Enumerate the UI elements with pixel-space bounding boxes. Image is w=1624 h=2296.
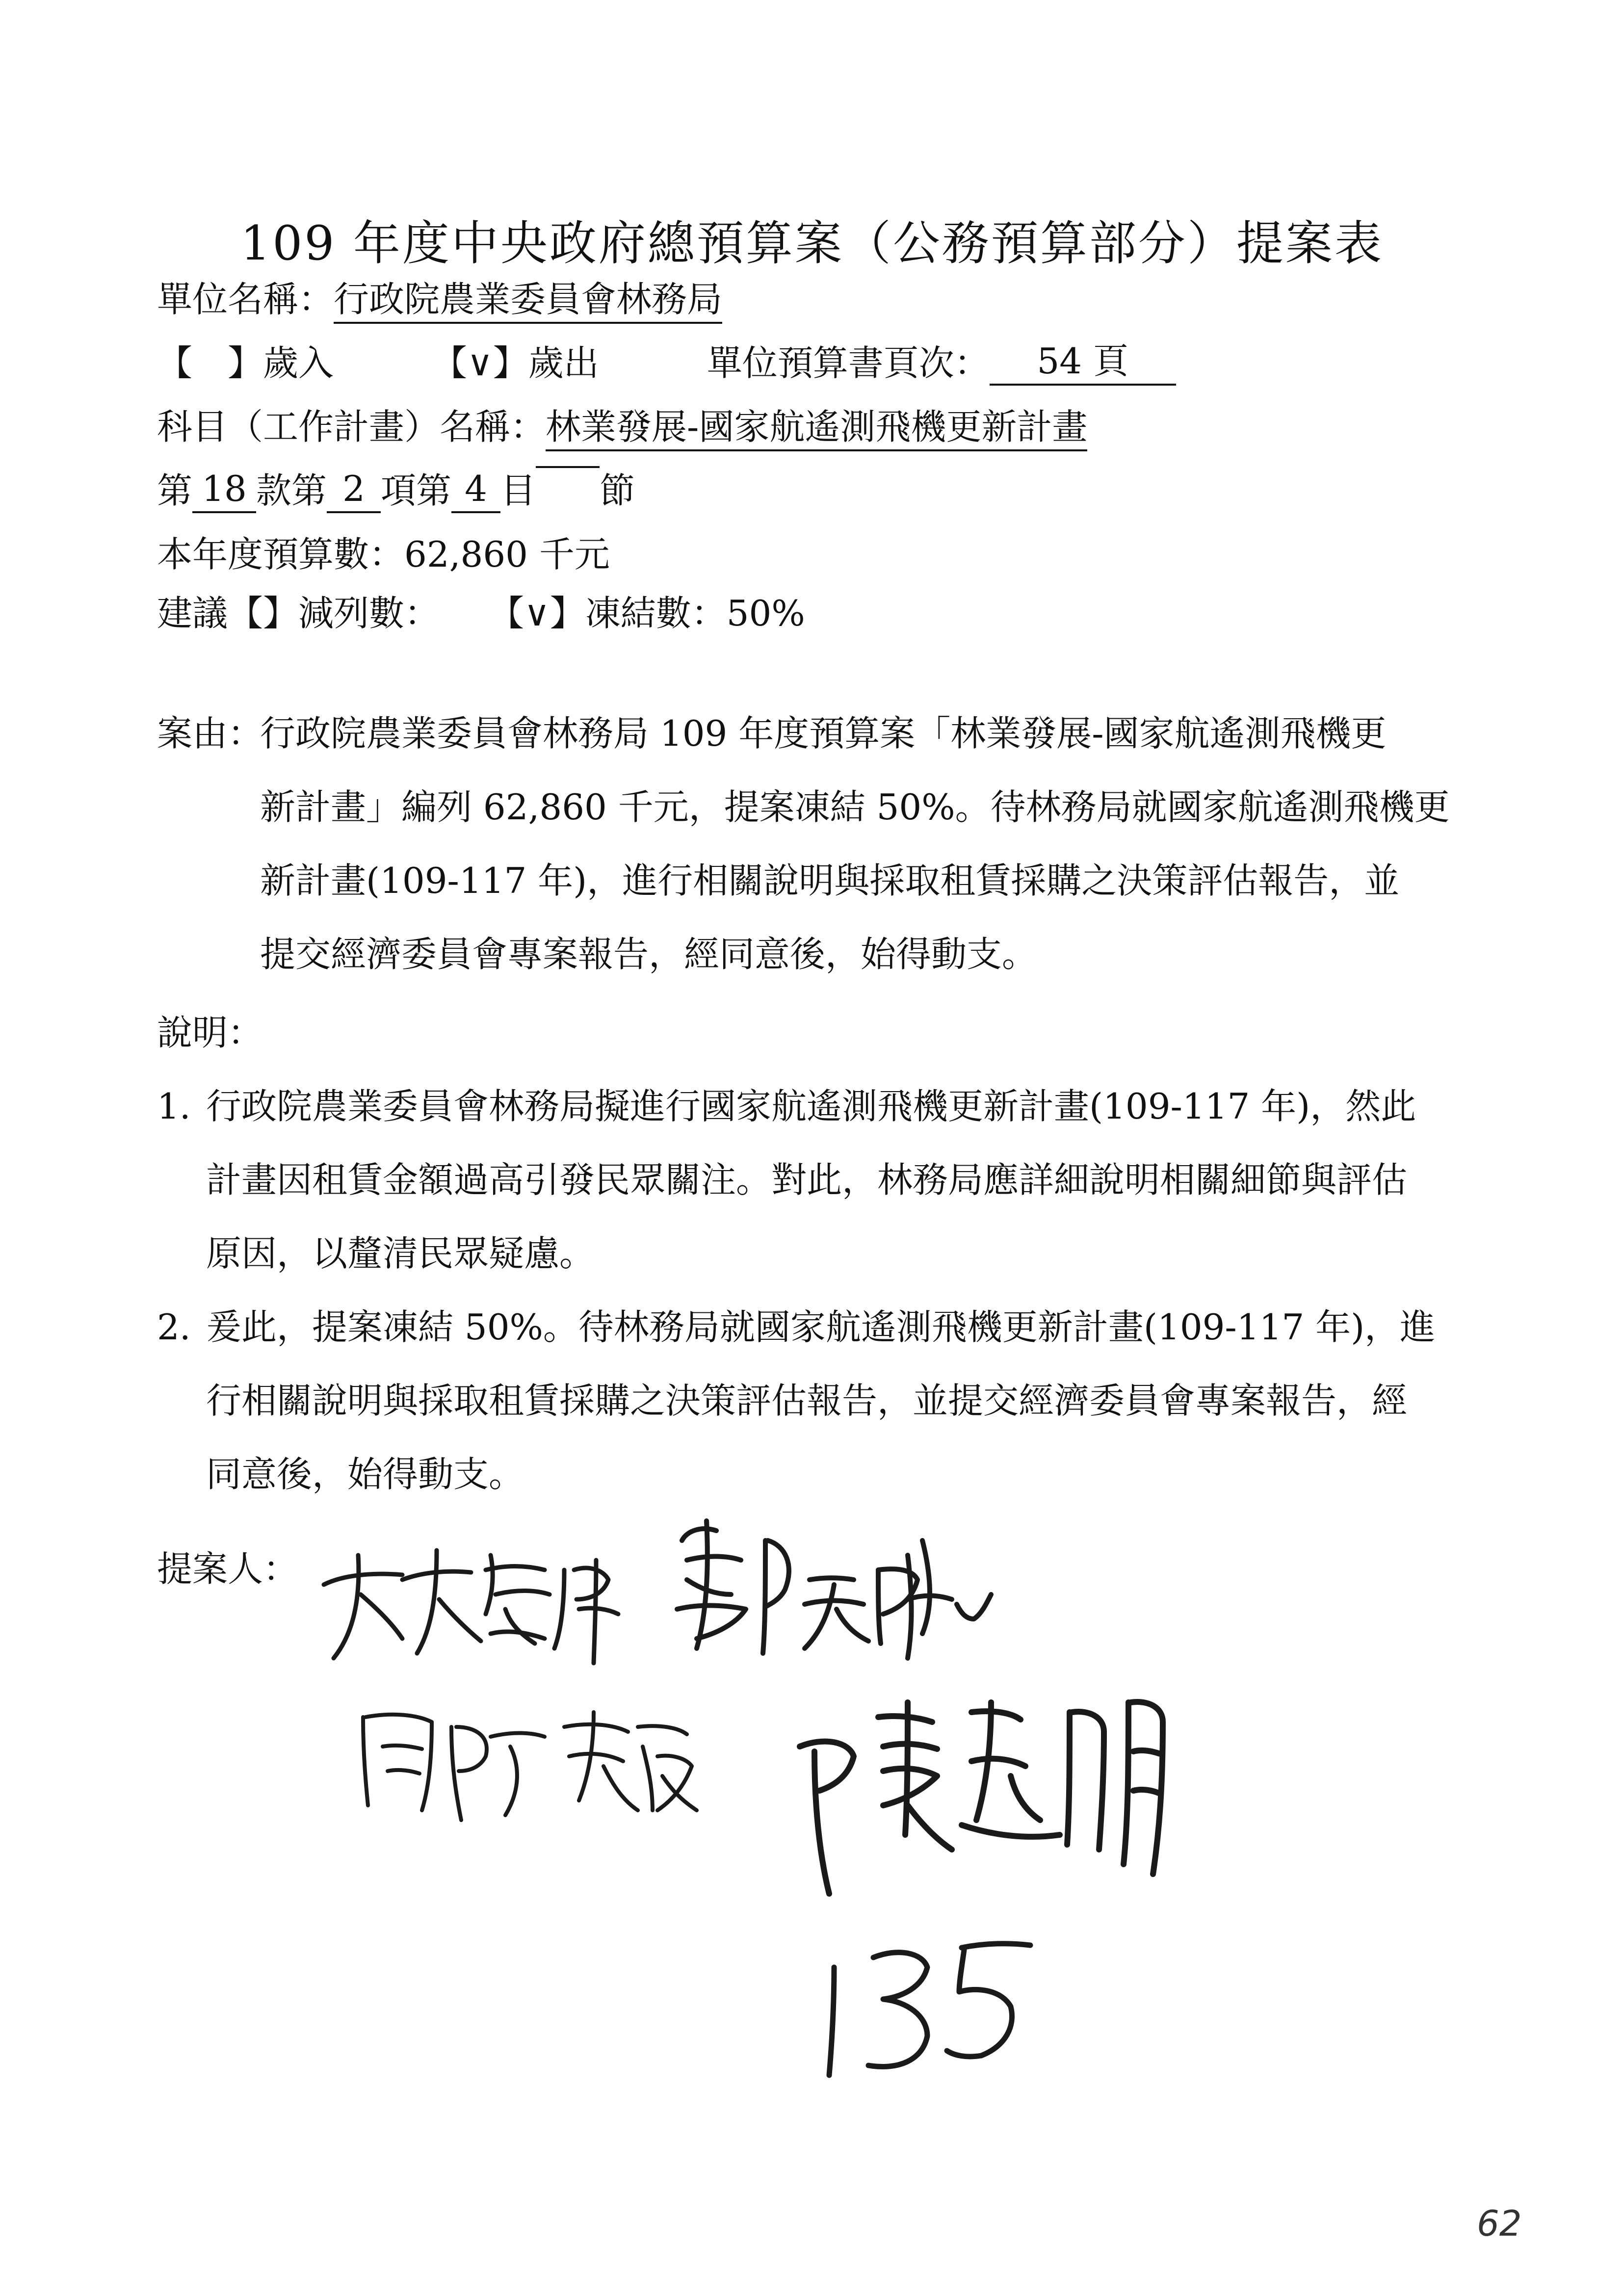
mu-suffix: 目 — [500, 470, 536, 511]
proposer-label: 提案人： — [157, 1548, 299, 1590]
signature-1-drawing — [324, 1550, 618, 1663]
explain-item-1-line-2: 計畫因租賃金額過高引發民眾關注。對此，林務局應詳細說明相關細節與評估 — [206, 1159, 1408, 1200]
page-number: 62 — [1477, 2203, 1522, 2244]
unit-value: 行政院農業委員會林務局 — [334, 277, 722, 324]
signature-4-drawing — [800, 1702, 1163, 1894]
explain-item-2-num: 2. — [157, 1306, 191, 1348]
signature-2-drawing — [677, 1521, 991, 1658]
item-prefix: 第 — [157, 470, 193, 511]
reason-label: 案由： — [157, 713, 263, 754]
kuan-suffix: 款第 — [256, 470, 327, 511]
freeze-label: 【∨】凍結數：50% — [489, 593, 805, 634]
explain-label: 說明： — [157, 1012, 263, 1053]
explain-item-2-line-3: 同意後，始得動支。 — [206, 1454, 524, 1495]
kuan-value: 18 — [192, 466, 256, 513]
page-ref-value: 54 頁 — [990, 339, 1176, 386]
item-row — [157, 466, 635, 515]
explain-item-1-num: 1. — [157, 1086, 191, 1127]
reason-line-1: 行政院農業委員會林務局 109 年度預算案「林業發展-國家航遙測飛機更 — [260, 713, 1387, 754]
reduce-label: 建議【】減列數： — [157, 593, 440, 634]
reason-line-3: 新計畫(109-117 年)，進行相關說明與採取租賃採購之決策評估報告，並 — [260, 860, 1400, 901]
suggest-row — [157, 589, 805, 638]
budget-label: 本年度預算數： — [157, 534, 405, 575]
jie-suffix: 節 — [600, 470, 635, 511]
handwritten-number-drawing — [829, 1944, 1030, 2075]
budget-value: 62,860 千元 — [404, 534, 610, 575]
expense-checkbox: 【∨】歲出 — [432, 342, 599, 384]
mu-value: 4 — [451, 466, 500, 513]
subject-label: 科目（工作計畫）名稱： — [157, 406, 546, 447]
page-ref-label: 單位預算書頁次： — [707, 342, 990, 384]
income-checkbox: 【 】歲入 — [157, 342, 334, 384]
jie-value — [536, 466, 600, 468]
subject-row — [157, 402, 1087, 451]
xiang-value: 2 — [327, 466, 381, 513]
unit-row — [157, 275, 722, 324]
reason-line-2: 新計畫」編列 62,860 千元，提案凍結 50%。待林務局就國家航遙測飛機更 — [260, 786, 1450, 828]
page-title: 109 年度中央政府總預算案（公務預算部分）提案表 — [240, 216, 1384, 271]
unit-label: 單位名稱： — [157, 279, 334, 320]
signature-3-drawing — [363, 1712, 697, 1820]
explain-item-1-line-1: 行政院農業委員會林務局擬進行國家航遙測飛機更新計畫(109-117 年)，然此 — [206, 1086, 1416, 1127]
explain-item-2-line-2: 行相關說明與採取租賃採購之決策評估報告，並提交經濟委員會專案報告，經 — [206, 1380, 1408, 1421]
subject-value: 林業發展-國家航遙測飛機更新計畫 — [546, 404, 1087, 451]
type-row — [157, 339, 1176, 388]
xiang-suffix: 項第 — [381, 470, 452, 511]
explain-item-1-line-3: 原因，以釐清民眾疑慮。 — [206, 1233, 595, 1274]
budget-row — [157, 530, 610, 579]
reason-line-4: 提交經濟委員會專案報告，經同意後，始得動支。 — [260, 934, 1038, 975]
explain-item-2-line-1: 爰此，提案凍結 50%。待林務局就國家航遙測飛機更新計畫(109-117 年)，進 — [206, 1306, 1436, 1348]
